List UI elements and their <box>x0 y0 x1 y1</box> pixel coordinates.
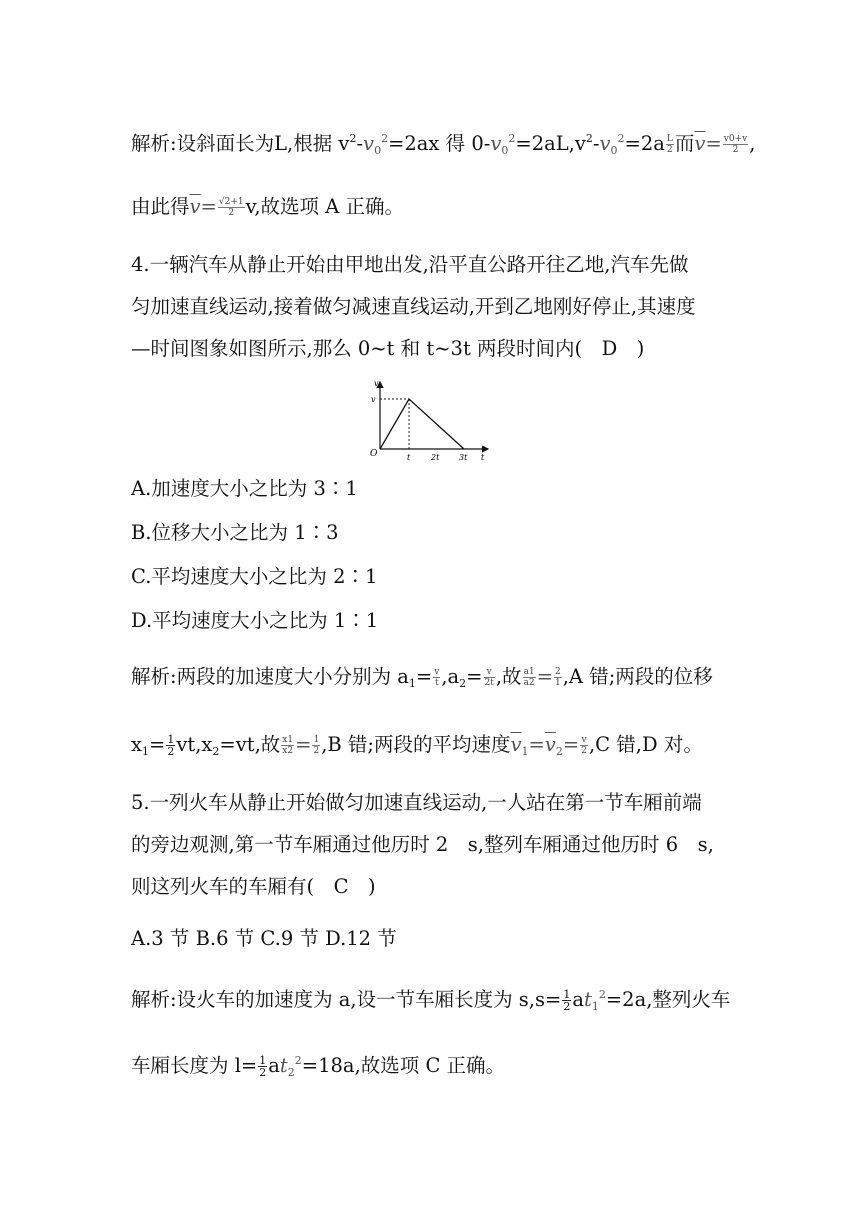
v1-bar-symbol: $\overline{v}$ <box>510 733 522 756</box>
subscript: 0 <box>610 144 618 157</box>
text: , <box>749 132 756 155</box>
text: vt,x <box>176 733 213 756</box>
text: a <box>268 1054 280 1077</box>
text: = <box>562 733 580 756</box>
q4-stem-line-3: —时间图象如图所示,那么 0~t 和 t~3t 两段时间内( D ) <box>131 337 645 360</box>
text: = <box>415 665 433 688</box>
fraction-x1-over-x2 <box>281 735 294 756</box>
subscript: 0 <box>374 144 382 157</box>
numerator: v <box>581 735 587 745</box>
fraction-l-over-2 <box>666 134 674 155</box>
numerator: x1 <box>282 735 294 745</box>
q5-solution-line-1 <box>131 980 730 1022</box>
q4-stem-line-1: 4.一辆汽车从静止开始由甲地出发,沿平直公路开往乙地,汽车先做 <box>131 253 689 276</box>
superscript: 2 <box>349 132 357 145</box>
text: =vt,故 <box>219 733 281 756</box>
text: = <box>466 665 483 688</box>
subscript: 0 <box>501 144 509 157</box>
denominator: 2 <box>563 1000 571 1013</box>
q5-stem-line-3: 则这列火车的车厢有( C ) <box>131 875 376 898</box>
text: 车厢长度为 l= <box>131 1054 258 1077</box>
text: = <box>200 195 217 218</box>
text: ,B 错;两段的平均速度 <box>321 733 511 756</box>
text: a <box>572 988 584 1011</box>
q5-stem-line-2: 的旁边观测,第一节车厢通过他历时 2 s,整列车厢通过他历时 6 s, <box>131 833 714 856</box>
q4-option-d: D.平均速度大小之比为 1∶1 <box>131 609 379 632</box>
fraction-v-over-t <box>433 667 440 688</box>
numerator: v0+v <box>723 134 748 144</box>
subscript: 1 <box>142 745 149 758</box>
fraction-one-half <box>562 989 571 1012</box>
superscript: 2 <box>508 132 516 145</box>
numerator: 2 <box>555 667 561 677</box>
denominator: 2 <box>228 208 235 218</box>
denominator: 2t <box>484 678 494 688</box>
denominator: t <box>434 678 439 688</box>
velocity-curve <box>380 399 464 449</box>
v-bar-symbol: $\overline{v}$ <box>694 132 706 155</box>
numerator: v <box>434 667 440 677</box>
text: v,故选项 A 正确。 <box>245 195 405 218</box>
denominator: 1 <box>555 678 561 688</box>
q5-solution-line-2 <box>131 1046 505 1088</box>
text: 解析:设斜面长为L,根据 v <box>131 132 350 155</box>
fraction-one-half <box>258 1055 267 1078</box>
superscript: 2 <box>585 132 593 145</box>
denominator: 2 <box>313 746 320 756</box>
numerator: 1 <box>167 733 175 746</box>
q5-stem-line-1: 5.一列火车从静止开始做匀加速直线运动,一人站在第一节车厢前端 <box>131 791 702 814</box>
v2-bar-symbol: $\overline{v}$ <box>544 733 556 756</box>
superscript: 2 <box>294 1054 302 1067</box>
x-axis-label: t <box>481 453 485 462</box>
v-bar-symbol: $\overline{v}$ <box>189 195 201 218</box>
fraction-v-over-2 <box>580 735 588 756</box>
fraction-a1-over-a2 <box>523 667 536 688</box>
fraction-root2-plus-1 <box>218 197 245 218</box>
tick-2t: 2t <box>431 453 440 462</box>
text: =2a <box>624 132 665 155</box>
denominator: 2 <box>167 745 175 758</box>
subscript: 1 <box>521 745 529 758</box>
fraction-v-over-2t <box>484 667 495 688</box>
superscript: 2 <box>381 132 389 145</box>
text: ,a <box>441 665 460 688</box>
subscript: 2 <box>555 745 563 758</box>
numerator: 1 <box>313 735 320 745</box>
numerator: √2+1 <box>218 197 244 207</box>
denominator: 2 <box>581 746 587 756</box>
text: ,A 错;两段的位移 <box>562 665 713 688</box>
text: 解析:设火车的加速度为 a,设一节车厢长度为 s,s= <box>131 988 562 1011</box>
q4-stem-line-2: 匀加速直线运动,接着做匀减速直线运动,开到乙地刚好停止,其速度 <box>131 295 696 318</box>
t2-symbol: t <box>279 1054 288 1077</box>
v-tick-label: v <box>371 395 376 404</box>
denominator: 2 <box>667 145 673 155</box>
superscript: 2 <box>598 988 606 1001</box>
q4-option-c: C.平均速度大小之比为 2∶1 <box>131 565 378 588</box>
text: 解析:两段的加速度大小分别为 a <box>131 665 409 688</box>
y-axis-label: v <box>374 379 379 388</box>
subscript: 2 <box>287 1066 295 1079</box>
fraction-2-over-1 <box>554 667 562 688</box>
numerator: a1 <box>523 667 535 677</box>
velocity-time-graph <box>368 378 492 462</box>
tick-t: t <box>407 453 411 462</box>
text: - <box>592 132 600 155</box>
v0-symbol: v <box>490 132 502 155</box>
text: ,故 <box>495 665 522 688</box>
denominator: a2 <box>523 678 535 688</box>
v0-symbol: v <box>599 132 611 155</box>
origin-label: O <box>370 449 378 459</box>
prev-solution-line-2 <box>131 192 404 222</box>
text: =2a,整列火车 <box>605 988 731 1011</box>
text: = <box>295 733 312 756</box>
text: - <box>356 132 364 155</box>
q4-option-b: B.位移大小之比为 1∶3 <box>131 521 339 544</box>
q5-options: A.3 节 B.6 节 C.9 节 D.12 节 <box>131 927 397 950</box>
subscript: 1 <box>408 677 416 690</box>
text: = <box>149 733 166 756</box>
text: ,C 错,D 对。 <box>588 733 703 756</box>
subscript: 1 <box>591 1000 599 1013</box>
text: 而 <box>674 132 695 155</box>
prev-solution-line-1 <box>131 124 755 166</box>
text: 由此得 <box>131 195 190 218</box>
q4-solution-line-2 <box>131 730 703 767</box>
numerator: v <box>484 667 495 678</box>
fraction-1-over-2 <box>312 735 320 756</box>
denominator: 2 <box>732 145 739 155</box>
tick-3t: 3t <box>459 453 468 462</box>
t1-symbol: t <box>583 988 592 1011</box>
fraction-one-half <box>166 734 175 757</box>
numerator: L <box>666 134 673 144</box>
numerator: 1 <box>259 1054 267 1067</box>
v0-symbol: v <box>363 132 375 155</box>
fraction-v0-plus-v <box>723 134 748 155</box>
denominator: 2 <box>259 1066 267 1079</box>
subscript: 2 <box>212 745 220 758</box>
q4-solution-line-1 <box>131 662 713 699</box>
text: =18a,故选项 C 正确。 <box>301 1054 506 1077</box>
subscript: 2 <box>459 677 467 690</box>
text: =2ax 得 0- <box>388 132 491 155</box>
q4-option-a: A.加速度大小之比为 3∶1 <box>131 477 358 500</box>
text: = <box>705 132 722 155</box>
denominator: x2 <box>282 746 294 756</box>
text: = <box>536 665 553 688</box>
text: =2aL,v <box>515 132 586 155</box>
superscript: 2 <box>617 132 625 145</box>
text: = <box>528 733 545 756</box>
numerator: 1 <box>563 988 571 1001</box>
text: x <box>131 733 142 756</box>
